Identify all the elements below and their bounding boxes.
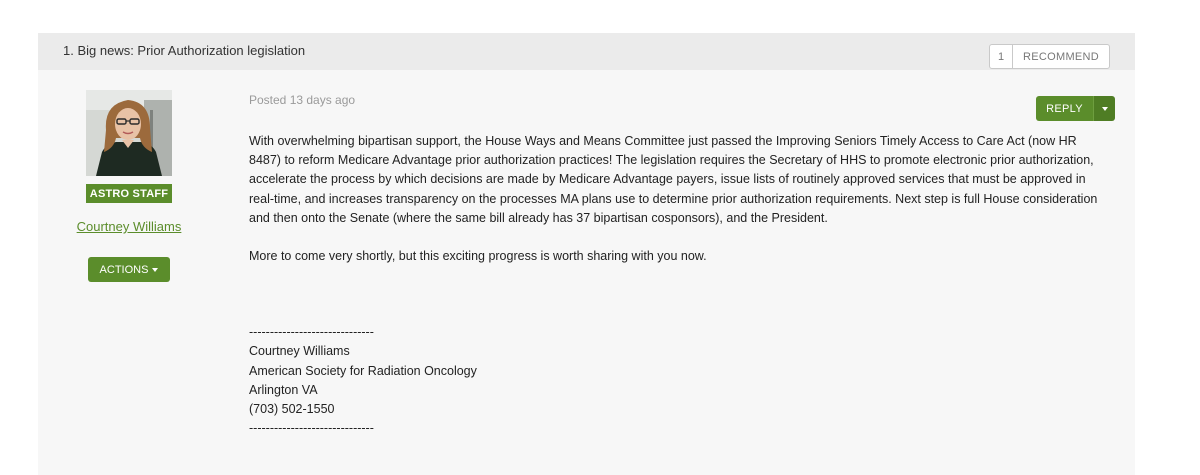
thread-title: 1. Big news: Prior Authorization legislation	[63, 43, 306, 58]
reply-dropdown-toggle[interactable]	[1093, 96, 1115, 121]
signature-divider: ------------------------------	[249, 421, 374, 436]
posted-time: Posted 13 days ago	[249, 93, 356, 107]
author-name-link[interactable]: Courtney Williams	[76, 219, 182, 234]
actions-button[interactable]	[88, 257, 170, 282]
thread-header	[38, 33, 1135, 70]
post-body	[249, 132, 1109, 438]
caret-down-icon	[1102, 107, 1108, 111]
recommend-count: 1	[990, 45, 1013, 68]
caret-down-icon	[152, 268, 158, 272]
reply-button[interactable]: REPLY	[1036, 96, 1093, 121]
signature-organization: American Society for Radiation Oncology	[249, 363, 477, 378]
reply-button-group	[1036, 96, 1115, 121]
signature-phone: (703) 502-1550	[249, 402, 335, 417]
thread-message	[38, 33, 1135, 475]
recommend-button[interactable]	[989, 44, 1110, 69]
actions-label: ACTIONS	[99, 263, 149, 276]
signature-divider: ------------------------------	[249, 325, 374, 340]
avatar-photo	[86, 90, 172, 176]
post-paragraph: More to come very shortly, but this exciting progress is worth sharing with you now.	[249, 249, 707, 264]
signature-name: Courtney Williams	[249, 344, 350, 359]
post-paragraph: With overwhelming bipartisan support, the House Ways and Means Committee just passed the Improving Seniors Timely Access to Care Act (now HR 8487) to reform Medicare Advantage prior authorization practices! The legislation requires the Secretary of HHS to promote electronic prior authorization, accelerate the process by which decisions are made by Medicare Advantage payers, issue lists of routinely approved services that must be approved in real-time, and increases transparency on the processes MA plans use to determine prior authorization requirements. Next step is full House consideration and then onto the Senate (where the same bill already has 37 bipartisan cosponsors), and the President.	[249, 134, 1098, 225]
staff-badge: ASTRO STAFF	[86, 184, 172, 203]
recommend-label: RECOMMEND	[1023, 50, 1100, 63]
avatar[interactable]	[86, 90, 172, 176]
signature-location: Arlington VA	[249, 382, 318, 397]
